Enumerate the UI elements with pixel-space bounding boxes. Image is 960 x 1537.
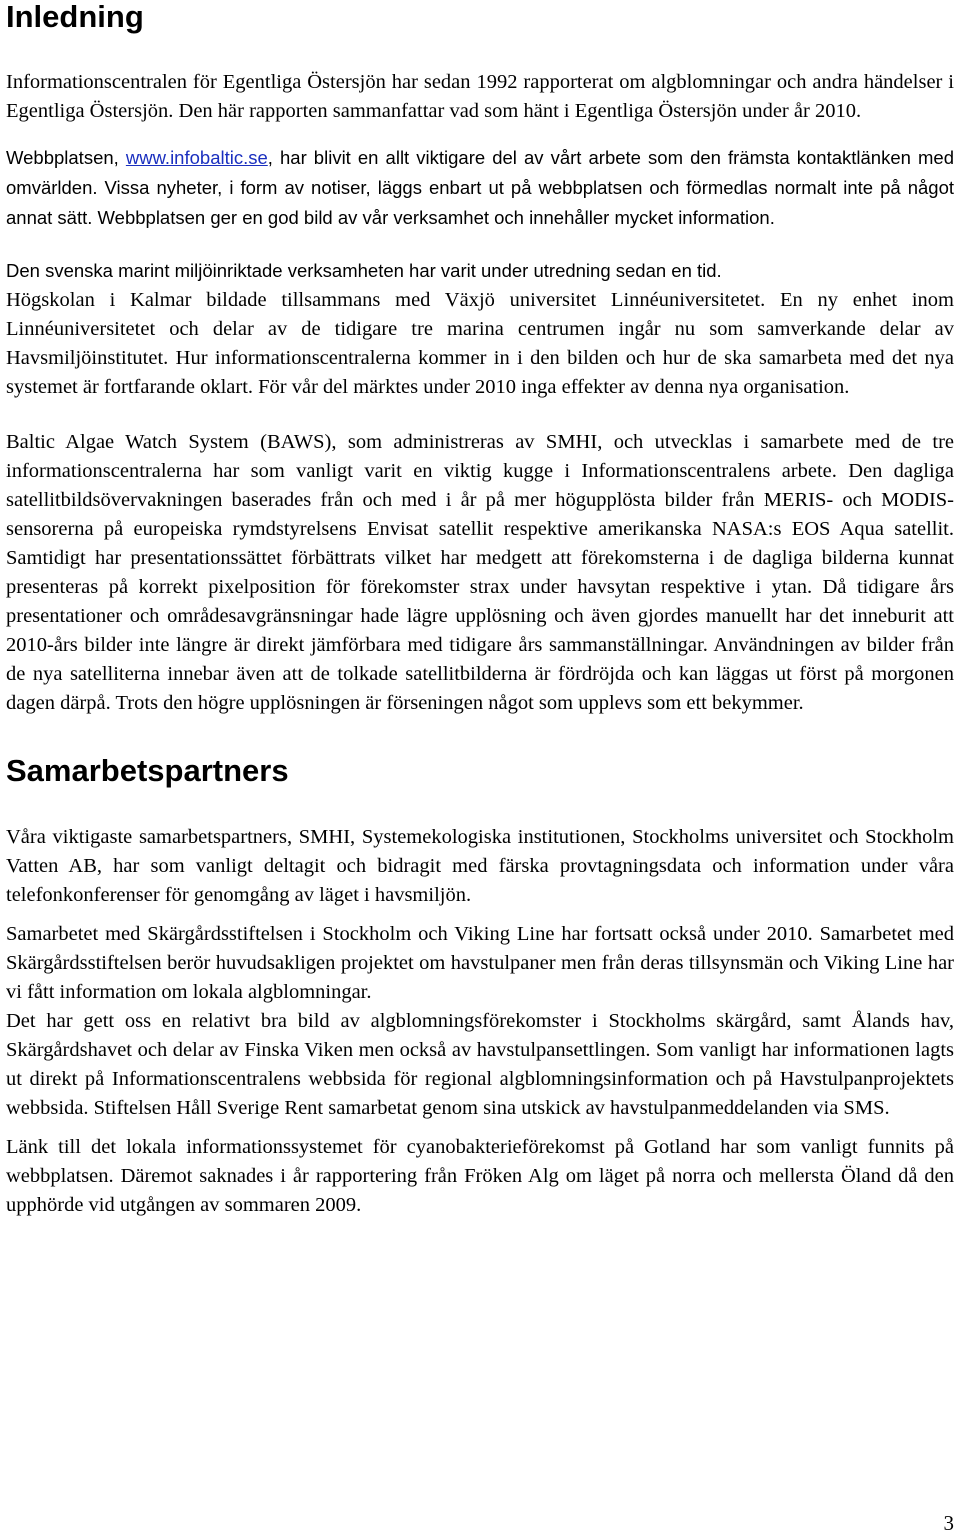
webbplatsen-text: , har blivit en allt viktigare del av vårt arbete som den främsta kontaktlänken med omvärlden. Vissa nyheter, i form av notiser, läggs enbart ut på webbplatsen och förmedlas normalt inte på något annat sätt. Webbplatsen ger en god bild av vår verksamhet och innehåller mycket information. [6, 147, 954, 228]
intro-paragraph-utredning: Högskolan i Kalmar bildade tillsammans med Växjö universitet Linnéuniversitetet. En ny enhet inom Linnéuniversitetet och delar av de tidigare tre marina centrumen ingår nu som samverkande delar av Havsmiljöinstitutet. Hur informationscentralerna kommer in i den bilden och hur de ska samarbeta med det nya systemet är fortfarande oklart. För vår del märktes under 2010 inga effekter av denna nya organisation. [6, 289, 954, 398]
page-number: 3 [943, 1511, 954, 1535]
partners-paragraph-2a: Samarbetet med Skärgårdsstiftelsen i Stockholm och Viking Line har fortsatt också under 2010. Samarbetet med Skärgårdsstiftelsen berör huvudsakligen projektet om havstulpaner men från deras tillsynsmän och Viking Line har vi fått information om lokala algblomningar. [6, 923, 954, 1003]
webbplatsen-prefix: Webbplatsen, [6, 147, 126, 168]
intro-paragraph-utredning-first: Den svenska marint miljöinriktade verksamheten har varit under utredning sedan en tid. [6, 260, 722, 281]
section-heading-samarbetspartners: Samarbetspartners [6, 753, 289, 788]
intro-paragraph-webbplatsen [6, 143, 954, 233]
partners-paragraph-2b: Det har gett oss en relativt bra bild av algblomningsförekomster i Stockholms skärgård, samt Ålands hav, Skärgårdshavet och delar av Finska Viken men också av havstulpansettlingen. Som vanligt har informationen lagts ut direkt på Informationscentralens webbsida för regional algblomningsinformation och på Havstulpanprojektets webbsida. Stiftelsen Håll Sverige Rent samarbetat genom sina utskick av havstulpanmeddelanden via SMS. [6, 1010, 954, 1119]
partners-paragraph-3: Länk till det lokala informationssystemet för cyanobakterieförekomst på Gotland har som vanligt funnits på webbplatsen. Däremot saknades i år rapportering från Fröken Alg om läget på norra och mellersta Öland då den upphörde vid utgången av sommaren 2009. [6, 1136, 954, 1216]
section-heading-inledning: Inledning [6, 0, 144, 34]
intro-paragraph-baws: Baltic Algae Watch System (BAWS), som administreras av SMHI, och utvecklas i samarbete med de tre informationscentralerna har som vanligt varit en viktig kugge i Informationscentralens arbete. Den dagliga satellitbildsövervakningen baserades från och med i år på mer högupplösta bilder från MERIS- och MODIS-sensorerna på europeiska rymdstyrelsens Envisat satellit respektive amerikanska NASA:s EOS Aqua satellit. Samtidigt har presentationssättet förbättrats vilket har medgett att förekomsterna i de dagliga bilderna kunnat presenteras på korrekt pixelposition för förekomster strax under havsytan respektive i ytan. Då tidigare års presentationer och områdesavgränsningar hade lägre upplösning och även gjordes manuellt har det inneburit att 2010-års bilder inte längre är direkt jämförbara med tidigare års sammanställningar. Användningen av bilder från de nya satelliterna innebar även att de tolkade satellitbilderna är fördröjda och kan läggas ut först på morgonen dagen därpå. Trots den högre upplösningen är förseningen något som upplevs som ett bekymmer. [6, 431, 954, 714]
document-page [6, 0, 954, 1220]
partners-paragraph-1: Våra viktigaste samarbetspartners, SMHI, Systemekologiska institutionen, Stockholms universitet och Stockholm Vatten AB, har som vanligt deltagit och bidragit med färska provtagningsdata och information under våra telefonkonferenser för genomgång av läget i havsmiljön. [6, 826, 954, 906]
infobaltic-link[interactable]: www.infobaltic.se [125, 147, 268, 168]
intro-paragraph-1: Informationscentralen för Egentliga Östersjön har sedan 1992 rapporterat om algblomningar och andra händelser i Egentliga Östersjön. Den här rapporten sammanfattar vad som hänt i Egentliga Östersjön under år 2010. [6, 71, 954, 122]
